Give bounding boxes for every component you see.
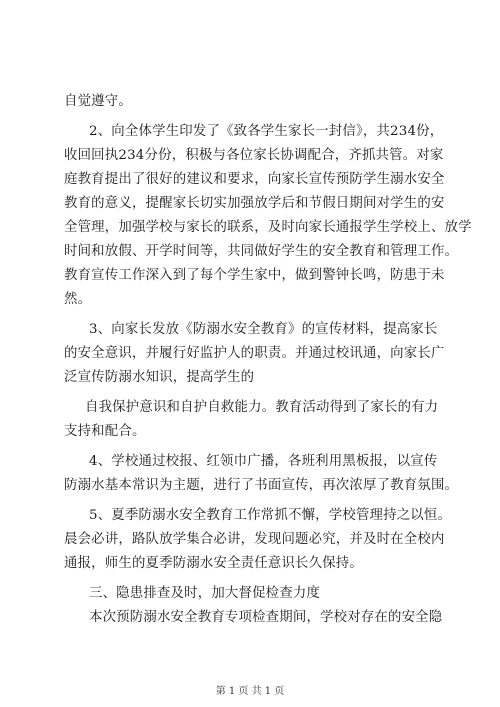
- text-line-16: 防溺水基本常识为主题，进行了书面宣传，再次浓厚了教育氛围。: [64, 478, 459, 493]
- section-heading: 三、隐患排查及时，加大督促检查力度: [89, 586, 321, 601]
- text-line-2: 2、向全体学生印发了《致各学生家长一封信》，共234份，: [89, 124, 444, 139]
- text-line-15: 4、学校通过校报、红领巾广播，各班利用黑板报，以宣传: [89, 454, 438, 469]
- text-line-10: 3、向家长发放《防溺水安全教育》的宣传材料，提高家长: [89, 322, 438, 337]
- text-line-8: 教育宣传工作深入到了每个学生家中，做到警钟长鸣，防患于未: [64, 268, 445, 283]
- text-line-13: 自我保护意识和自护自救能力。教育活动得到了家长的有力: [85, 400, 439, 415]
- text-line-18: 晨会必讲，路队放学集合必讲，发现问题必究，并及时在全校内: [64, 532, 445, 547]
- text-line-1: 自觉遵守。: [64, 94, 132, 109]
- text-line-6: 全管理，加强学校与家长的联系，及时向家长通报学生学校上、放学: [64, 220, 472, 235]
- text-line-7: 时间和放假、开学时间等，共同做好学生的安全教育和管理工作。: [64, 244, 459, 259]
- text-line-21: 本次预防溺水安全教育专项检查期间，学校对存在的安全隐: [89, 610, 443, 625]
- text-line-17: 5、夏季防溺水安全教育工作常抓不懈，学校管理持之以恒。: [89, 508, 452, 523]
- text-line-9: 然。: [64, 292, 92, 307]
- text-line-5: 教育的意义，提醒家长切实加强放学后和节假日期间对学生的安: [64, 196, 445, 211]
- text-line-11: 的安全意识，并履行好监护人的职责。并通过校讯通，向家长广: [64, 346, 445, 361]
- text-line-12: 泛宣传防溺水知识，提高学生的: [64, 370, 255, 385]
- text-line-14: 支持和配合。: [64, 424, 146, 439]
- text-line-3: 收回回执234分份，积极与各位家长协调配合，齐抓共管。对家: [64, 148, 444, 163]
- text-line-19: 通报，师生的夏季防溺水安全责任意识长久保持。: [64, 556, 363, 571]
- text-line-4: 庭教育提出了很好的建议和要求，向家长宣传预防学生溺水安全: [64, 172, 445, 187]
- page-footer: 第 1 页 共 1 页: [215, 686, 285, 697]
